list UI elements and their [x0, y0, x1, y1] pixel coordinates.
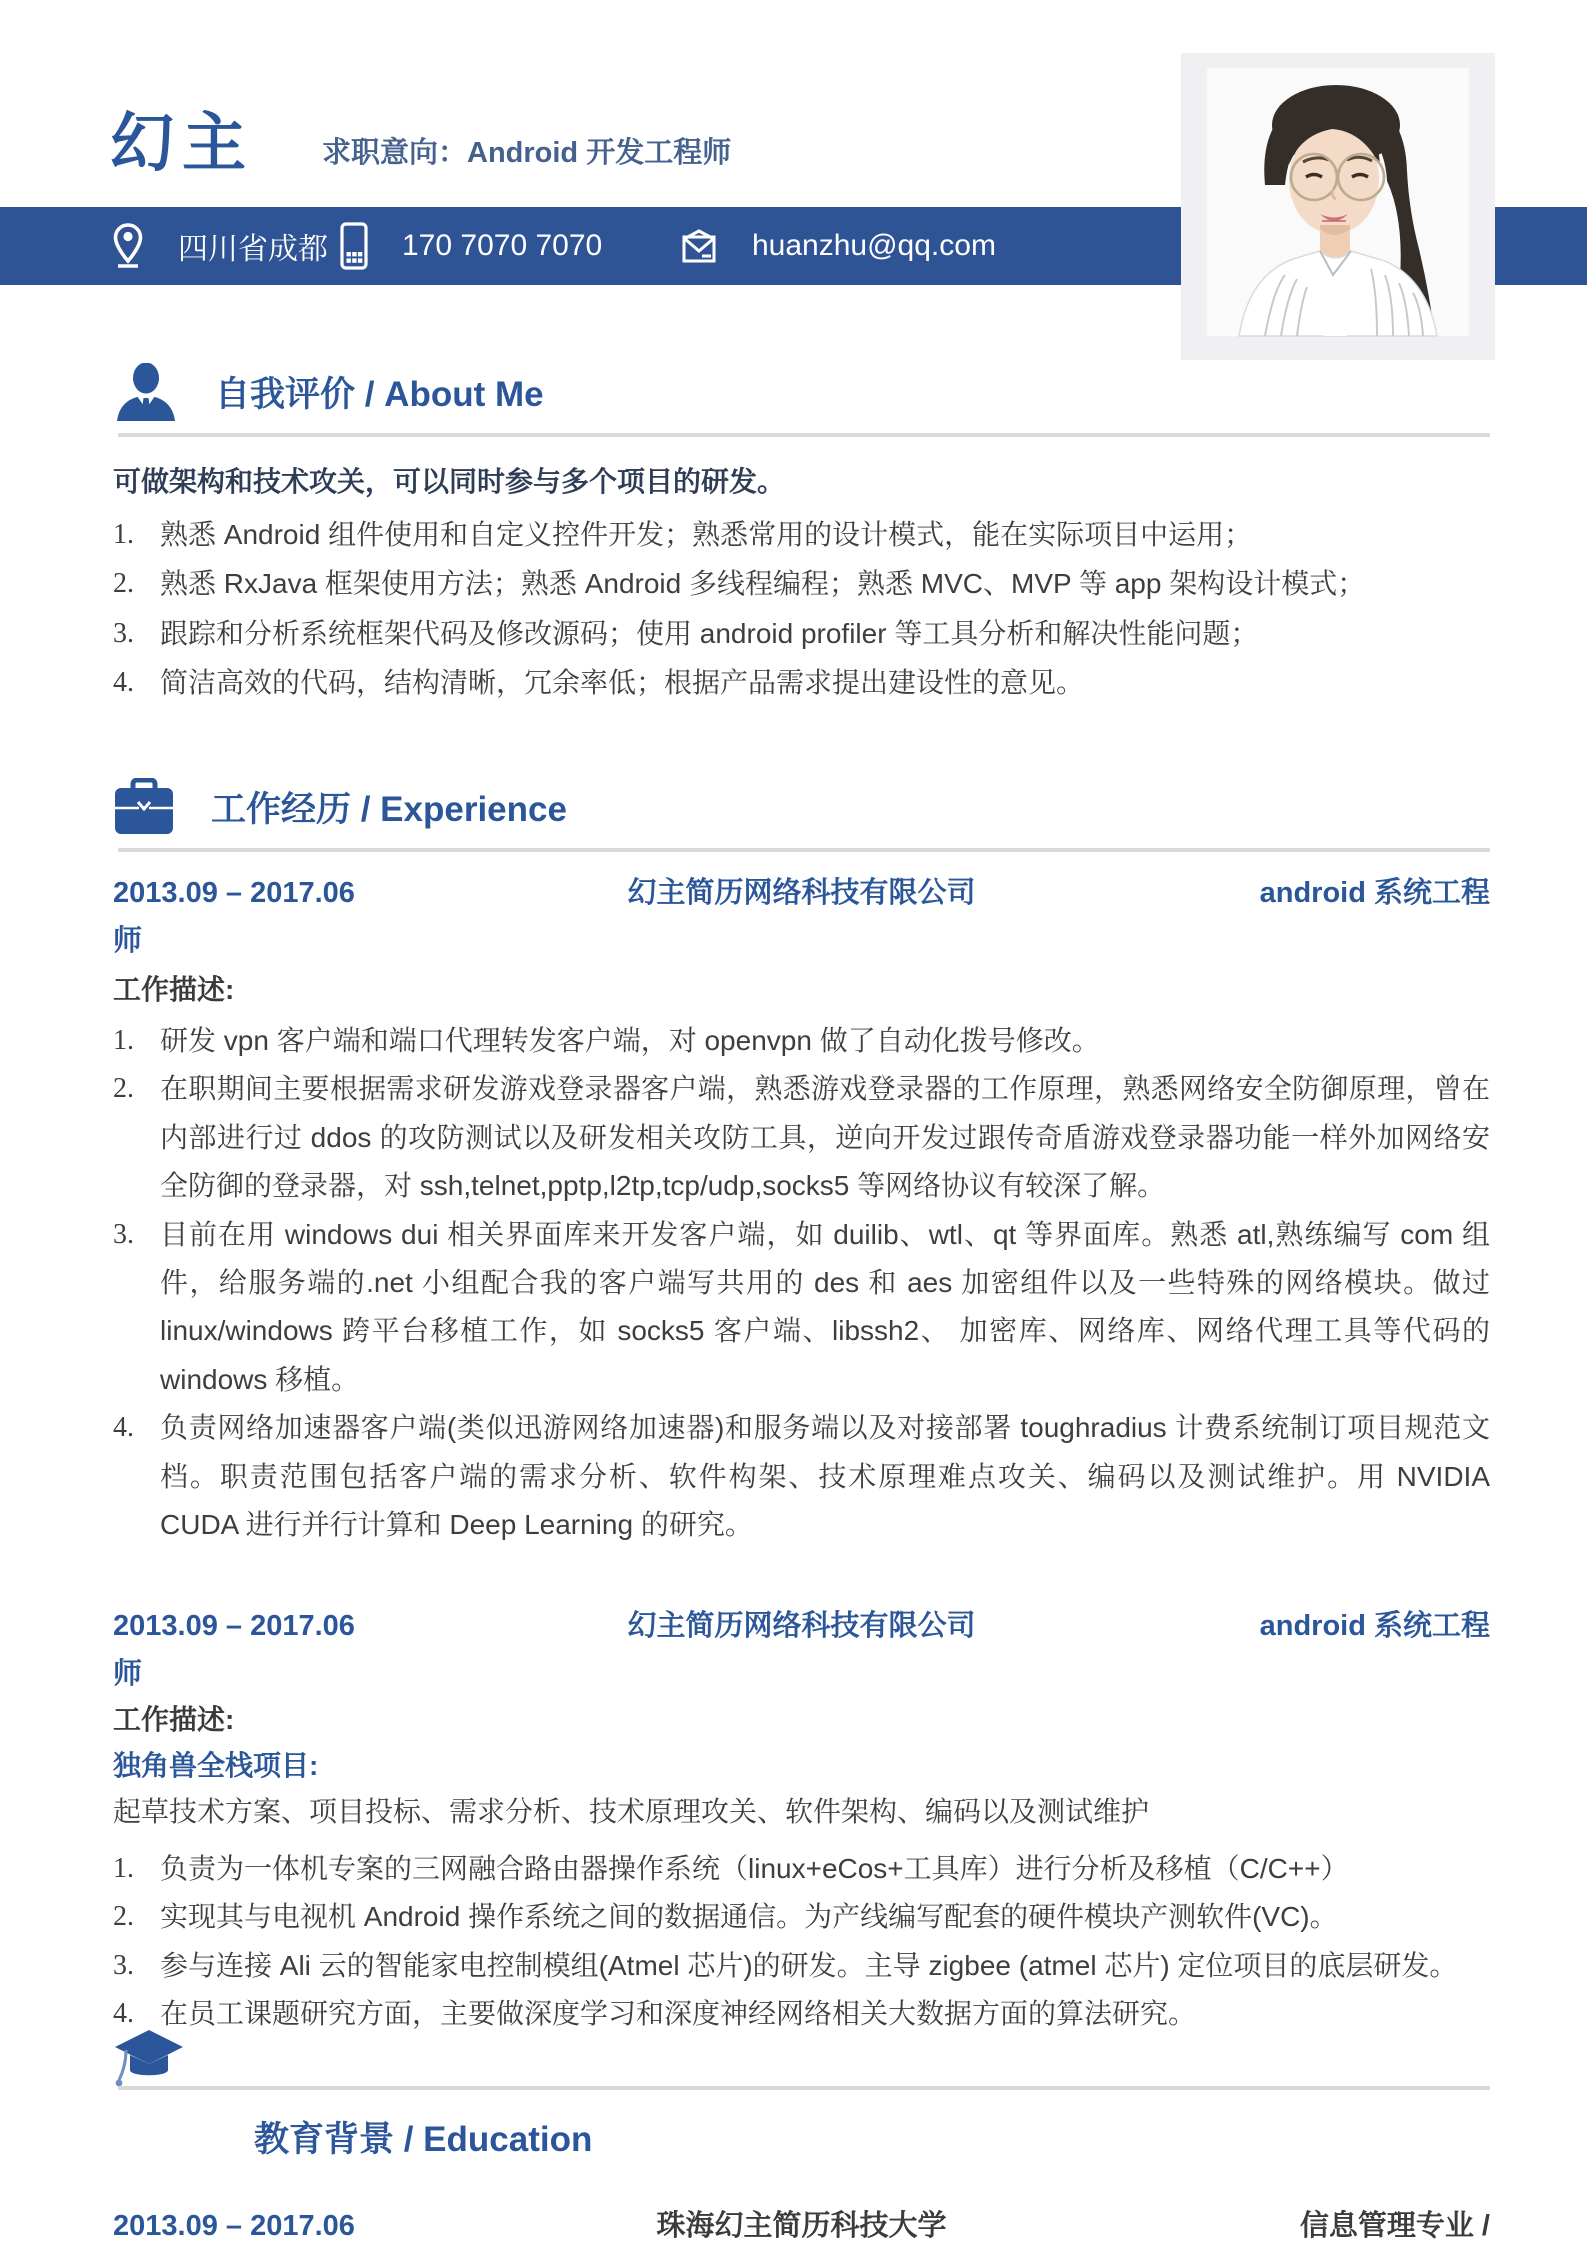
location-text: 四川省成都 [178, 233, 328, 266]
envelope-icon [680, 229, 718, 263]
education-entry [113, 2206, 1490, 2245]
job-header-row [113, 1606, 1490, 1646]
job-role: android 系统工程 [1259, 877, 1490, 909]
item-text: 在职期间主要根据需求研发游戏登录器客户端，熟悉游戏登录器的工作原理，熟悉网络安全防御原理，曾在内部进行过 ddos 的攻防测试以及研发相关攻防工具，逆向开发过跟传奇盾游戏登录器功能一样外加网络安全防御的登录器，对 ssh,telnet,pptp,l2tp,tcp/udp,socks5 等网络协议有较深了解。 [160, 1073, 1490, 1202]
item-text: 熟悉 Android 组件使用和自定义控件开发；熟悉常用的设计模式，能在实际项目中运用； [160, 519, 1253, 550]
project-intro: 起草技术方案、项目投标、需求分析、技术原理攻关、软件架构、编码以及测试维护 [113, 1796, 1150, 1827]
list-item [113, 1990, 1490, 2038]
job-role: android 系统工程 [1259, 1610, 1490, 1642]
item-text: 研发 vpn 客户端和端口代理转发客户端，对 openvpn 做了自动化拨号修改。 [160, 1025, 1100, 1056]
item-number: 4. [113, 667, 134, 699]
profile-photo [1181, 53, 1495, 360]
list-item [113, 1017, 1490, 1065]
contact-email [680, 207, 996, 285]
about-list [113, 510, 1490, 708]
job-period: 2013.09 – 2017.06 [113, 1610, 355, 1642]
list-item [113, 1211, 1490, 1405]
job-desc-list [113, 1845, 1490, 2039]
phone-icon [340, 222, 368, 270]
job-intent: 求职意向：Android 开发工程师 [322, 137, 732, 169]
job-role-wrap: 师 [113, 925, 143, 957]
item-text: 跟踪和分析系统框架代码及修改源码；使用 android profiler 等工具分析和解决性能问题； [160, 617, 1259, 649]
item-number: 1. [113, 1025, 134, 1056]
education-school: 珠海幻主简历科技大学 [656, 2210, 947, 2242]
item-text: 目前在用 windows dui 相关界面库来开发客户端，如 duilib、wtl、qt 等界面库。熟悉 atl,熟练编写 com 组件，给服务端的.net 小组配合我的客户端写共用的 des 和 aes 加密组件以及一些特殊的网络模块。做过 linux/windows 跨平台移植工作，如 socks5 客户端、libssh2、 加密库、网络库、网络代理工具等代码的 windows 移植。 [160, 1218, 1490, 1395]
briefcase-icon [113, 778, 175, 836]
experience-section-header [113, 778, 1490, 836]
item-text: 实现其与电视机 Android 操作系统之间的数据通信。为产线编写配套的硬件模块产测软件(VC)。 [160, 1901, 1338, 1933]
list-item [113, 1893, 1490, 1941]
job-company: 幻主简历网络科技有限公司 [627, 1610, 976, 1642]
item-number: 1. [113, 1853, 134, 1884]
education-divider [118, 2086, 1490, 2090]
item-text: 负责为一体机专案的三网融合路由器操作系统（linux+eCos+工具库）进行分析及移植（C/C++） [160, 1853, 1349, 1884]
person-bust-icon [113, 363, 179, 421]
item-number: 2. [113, 1073, 134, 1105]
about-divider [118, 433, 1490, 437]
item-number: 3. [113, 617, 134, 649]
item-text: 熟悉 RxJava 框架使用方法；熟悉 Android 多线程编程；熟悉 MVC、MVP 等 app 架构设计模式； [160, 568, 1366, 600]
job-header-row [113, 873, 1490, 913]
job-role-wrap: 师 [113, 1658, 143, 1690]
list-item [113, 1845, 1490, 1893]
about-title: 自我评价 / About Me [215, 375, 544, 414]
list-item [113, 609, 1490, 658]
item-text: 在员工课题研究方面，主要做深度学习和深度神经网络相关大数据方面的算法研究。 [160, 1998, 1197, 2030]
about-section-header [113, 363, 1490, 421]
candidate-name: 幻主 [110, 107, 254, 179]
project-label: 独角兽全栈项目: [113, 1750, 319, 1781]
contact-phone [340, 207, 602, 285]
item-text: 参与连接 Ali 云的智能家电控制模组(Atmel 芯片)的研发。主导 zigbee (atmel 芯片) 定位项目的底层研发。 [160, 1949, 1458, 1981]
job-desc-label: 工作描述: [113, 974, 235, 1005]
item-number: 4. [113, 1998, 134, 2030]
contact-location [112, 207, 328, 285]
job-company: 幻主简历网络科技有限公司 [627, 877, 976, 909]
item-number: 4. [113, 1412, 134, 1444]
item-number: 3. [113, 1218, 134, 1250]
list-item [113, 1942, 1490, 1990]
job-entry-1 [113, 873, 1490, 1549]
job-period: 2013.09 – 2017.06 [113, 877, 355, 909]
location-pin-icon [112, 223, 144, 269]
about-intro: 可做架构和技术攻关，可以同时参与多个项目的研发。 [113, 466, 786, 497]
item-number: 2. [113, 1901, 134, 1933]
job-desc-list [113, 1017, 1490, 1549]
item-number: 3. [113, 1949, 134, 1981]
phone-text: 170 7070 7070 [402, 229, 603, 262]
portrait-illustration [1181, 53, 1495, 360]
list-item [113, 1404, 1490, 1549]
job-entry-2 [113, 1606, 1490, 2039]
job-desc-label: 工作描述: [113, 1704, 235, 1735]
list-item [113, 658, 1490, 707]
experience-title: 工作经历 / Experience [211, 790, 567, 829]
email-text: huanzhu@qq.com [752, 229, 996, 262]
list-item [113, 510, 1490, 559]
education-row [113, 2206, 1490, 2245]
education-major: 信息管理专业 / [1299, 2210, 1490, 2242]
list-item [113, 559, 1490, 608]
list-item [113, 1065, 1490, 1210]
item-number: 1. [113, 519, 134, 550]
experience-divider [118, 848, 1490, 852]
education-title: 教育背景 / Education [254, 2120, 593, 2159]
item-number: 2. [113, 568, 134, 600]
item-text: 简洁高效的代码，结构清晰，冗余率低；根据产品需求提出建设性的意见。 [160, 667, 1085, 699]
item-text: 负责网络加速器客户端(类似迅游网络加速器)和服务端以及对接部署 toughradius 计费系统制订项目规范文档。职责范围包括客户端的需求分析、软件构架、技术原理难点攻关、编码以及测试维护。用 NVIDIA CUDA 进行并行计算和 Deep Learning 的研究。 [160, 1412, 1490, 1541]
education-period: 2013.09 – 2017.06 [113, 2210, 355, 2242]
